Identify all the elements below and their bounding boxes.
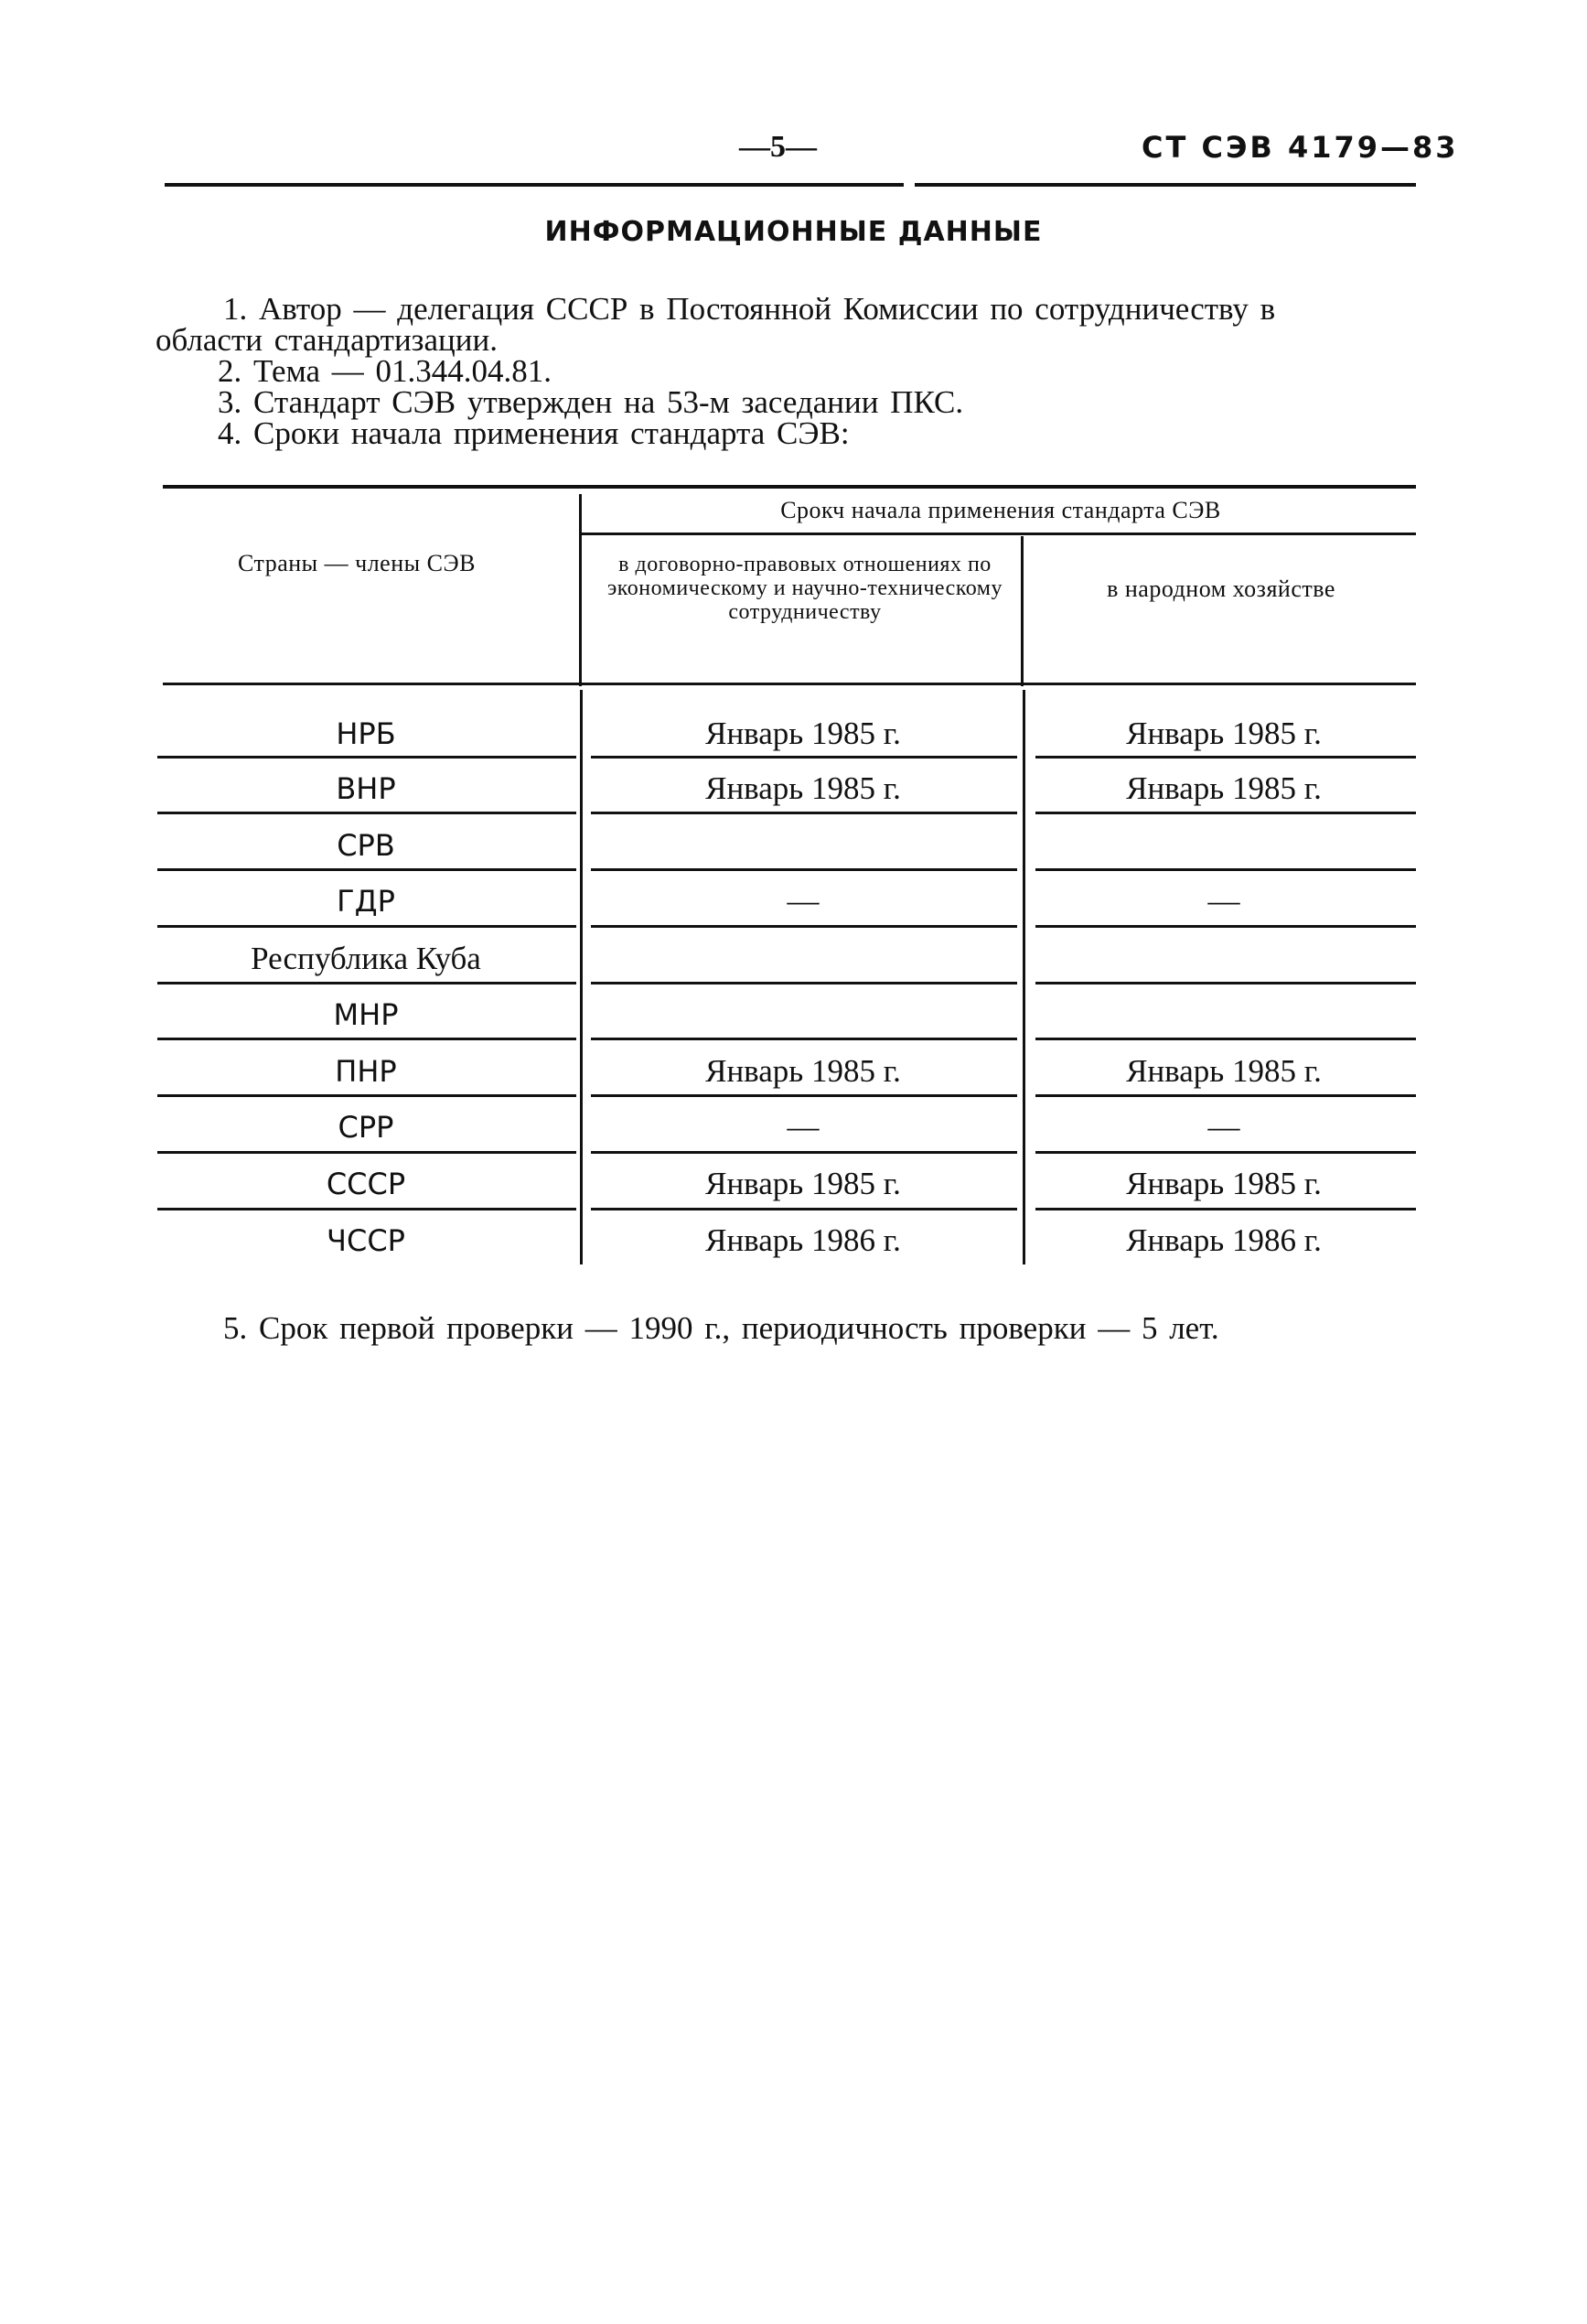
cell-country: МНР (333, 997, 399, 1032)
cell-economy: Январь 1985 г. (1126, 1166, 1322, 1201)
row-rule (1035, 1208, 1416, 1210)
cell-country: ЧССР (327, 1223, 405, 1258)
row-rule (1035, 925, 1416, 928)
row-rule (1035, 868, 1416, 871)
cell-country: СРВ (337, 828, 395, 863)
group-header-start-dates: Срокч начала применения стандарта СЭВ (780, 497, 1221, 523)
row-rule (591, 925, 1017, 928)
row-rule (1035, 982, 1416, 984)
cell-economy: — (1207, 1109, 1240, 1145)
cell-economy: Январь 1985 г. (1126, 1053, 1322, 1089)
row-rule (157, 1038, 576, 1040)
item-2: 2. Тема — 01.344.04.81. (218, 353, 552, 389)
row-rule (591, 868, 1017, 871)
row-rule (157, 982, 576, 984)
cell-country: ПНР (335, 1054, 397, 1089)
cell-agreements: Январь 1985 г. (705, 770, 901, 806)
column-header-economy: в народном хозяйстве (1107, 576, 1335, 602)
cell-agreements: Январь 1986 г. (705, 1222, 901, 1258)
group-header-rule (582, 533, 1416, 535)
cell-agreements (589, 825, 1017, 866)
cell-economy: — (1207, 883, 1240, 919)
item-5: 5. Срок первой проверки — 1990 г., периодичность проверки — 5 лет. (223, 1310, 1219, 1346)
row-rule (157, 1208, 576, 1210)
column-header-countries: Страны — члены СЭВ (238, 550, 476, 576)
cell-country: Республика Куба (251, 941, 481, 976)
cell-agreements: Январь 1985 г. (705, 1053, 901, 1089)
row-rule (157, 1094, 576, 1097)
cell-economy: Январь 1985 г. (1126, 715, 1322, 751)
body-divider-vertical-1 (580, 690, 583, 1264)
row-rule (157, 756, 576, 759)
row-rule (157, 925, 576, 928)
row-rule (591, 756, 1017, 759)
row-rule (591, 1151, 1017, 1154)
cell-agreements (589, 995, 1017, 1035)
table-top-rule (163, 485, 1416, 489)
row-rule (1035, 756, 1416, 759)
cell-country: НРБ (336, 716, 396, 751)
row-rule (591, 1094, 1017, 1097)
row-rule (1035, 812, 1416, 814)
row-rule (157, 1151, 576, 1154)
row-rule (591, 812, 1017, 814)
document-code: СТ СЭВ 4179—83 (1142, 130, 1459, 165)
cell-economy: Январь 1986 г. (1126, 1222, 1322, 1258)
body-divider-vertical-2 (1023, 690, 1025, 1264)
header-bottom-rule (163, 683, 1416, 685)
row-rule (157, 868, 576, 871)
row-rule (591, 1038, 1017, 1040)
item-4: 4. Сроки начала применения стандарта СЭВ: (218, 415, 850, 451)
item-1-line-1: 1. Автор — делегация СССР в Постоянной Комиссии по сотрудничеству в (223, 291, 1276, 327)
header-rule-left (165, 183, 904, 187)
cell-agreements: Январь 1985 г. (705, 715, 901, 751)
row-rule (157, 812, 576, 814)
cell-agreements: — (787, 1109, 820, 1145)
cell-country: ВНР (336, 771, 396, 806)
cell-economy (1032, 995, 1416, 1035)
cell-agreements (589, 939, 1017, 979)
cell-country: СРР (338, 1110, 394, 1145)
cell-agreements: Январь 1985 г. (705, 1166, 901, 1201)
cell-agreements: — (787, 883, 820, 919)
row-rule (591, 982, 1017, 984)
item-1-line-2: области стандартизации. (155, 322, 498, 358)
row-rule (1035, 1038, 1416, 1040)
section-title: ИНФОРМАЦИОННЫЕ ДАННЫЕ (544, 216, 1043, 248)
header-divider-vertical-1 (579, 494, 582, 686)
row-rule (1035, 1151, 1416, 1154)
row-rule (1035, 1094, 1416, 1097)
column-header-agreements: в договорно-правовых отношениях по экономическому и научно-техническому сотрудничеству (607, 553, 1003, 624)
header-divider-vertical-2 (1021, 536, 1024, 686)
item-3: 3. Стандарт СЭВ утвержден на 53-м заседании ПКС. (218, 384, 964, 420)
cell-country: СССР (326, 1167, 406, 1201)
header-rule-right (915, 183, 1416, 187)
row-rule (591, 1208, 1017, 1210)
page-number: —5— (739, 130, 817, 164)
cell-economy (1032, 939, 1416, 979)
cell-economy: Январь 1985 г. (1126, 770, 1322, 806)
cell-country: ГДР (337, 884, 395, 919)
cell-economy (1032, 825, 1416, 866)
